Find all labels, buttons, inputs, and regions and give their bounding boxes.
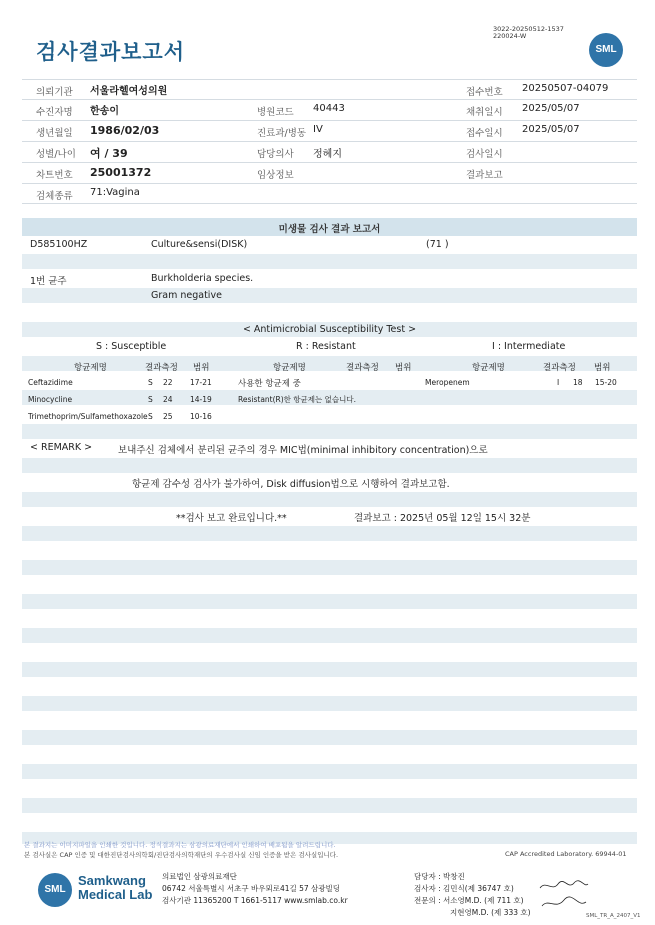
specimen-value: 71:Vagina <box>90 187 140 198</box>
drug-range: 14-19 <box>190 395 212 404</box>
footer-logo-icon <box>38 873 72 907</box>
remark-line-2: 항균제 감수성 검사가 불가하여, Disk diffusion법으로 시행하여 결과보고함. <box>132 479 450 490</box>
receiver-label: 수진자명 <box>36 107 73 118</box>
birth-value: 1986/02/03 <box>90 124 160 137</box>
row-band <box>22 526 637 541</box>
dept-value: IV <box>313 124 323 135</box>
divider <box>22 141 637 142</box>
col-range-1: 범위 <box>193 363 210 373</box>
staff-label: 담당자 : <box>414 872 441 881</box>
drug-name: Minocycline <box>28 395 73 404</box>
row-band <box>22 662 637 677</box>
address-line-2: 06742 서울특별시 서초구 바우뫼로41길 57 삼광빌딩 <box>162 884 341 893</box>
row-band <box>22 254 637 269</box>
specimen-label: 검체종류 <box>36 191 73 202</box>
doctor-label: 담당의사 <box>257 149 294 160</box>
row-band <box>22 560 637 575</box>
sex-age-label: 성별/나이 <box>36 149 76 160</box>
document-id-line2: 220024-W <box>493 32 527 40</box>
divider <box>22 120 637 121</box>
drug-range: 17-21 <box>190 378 212 387</box>
disclaimer-print: 본 결과지는 이미지파일을 인쇄한 것입니다. 정식결과지는 삼광의료재단에서 인쇄하여 배포됨을 알려드립니다. <box>24 841 336 849</box>
footer-brand <box>78 874 152 902</box>
brand-line-2: Medical Lab <box>78 887 153 902</box>
address-line-1: 의료법인 삼광의료재단 <box>162 872 237 881</box>
specialist-name-1: 서소영M.D. (제 711 호) <box>443 896 524 905</box>
divider <box>22 183 637 184</box>
row-band <box>22 424 637 439</box>
row-band <box>22 696 637 711</box>
report-timestamp: 결과보고 : 2025년 05월 12일 15시 32분 <box>354 513 531 524</box>
receiver-value: 한송이 <box>90 106 119 117</box>
row-band <box>22 458 637 473</box>
receipt-date-label: 접수일시 <box>466 128 503 139</box>
report-complete: **검사 보고 완료입니다.** <box>176 513 287 524</box>
divider <box>22 162 637 163</box>
col-range-3: 범위 <box>594 363 611 373</box>
gram-stain: Gram negative <box>151 290 222 301</box>
row-band <box>22 764 637 779</box>
legend-resistant: R : Resistant <box>296 341 356 352</box>
remark-line-1: 보내주신 검체에서 분리된 균주의 경우 MIC법(minimal inhibitory concentration)으로 <box>118 445 488 456</box>
test-code: D585100HZ <box>30 239 88 250</box>
divider <box>22 79 637 80</box>
specialist-name-2: 지현영M.D. (제 333 호) <box>450 908 531 917</box>
divider <box>22 203 637 204</box>
row-band <box>22 492 637 507</box>
drug-name: Meropenem <box>425 378 470 387</box>
drug-range: 15-20 <box>595 378 617 387</box>
drug-name: Trimethoprim/Sulfamethoxazole <box>28 412 148 421</box>
drug-value: 18 <box>573 378 583 387</box>
drug-value: 24 <box>163 395 173 404</box>
drug-range: 10-16 <box>190 412 212 421</box>
cap-accreditation: CAP Accredited Laboratory. 69944-01 <box>505 850 627 858</box>
organism-name: Burkholderia species. <box>151 273 254 284</box>
chart-value: 25001372 <box>90 166 152 179</box>
footer-staff <box>414 871 531 919</box>
section-title: 미생물 검사 결과 보고서 <box>278 224 381 235</box>
row-band <box>22 798 637 813</box>
drug-result: S <box>148 378 153 387</box>
col-drug-1: 항균제명 <box>74 363 107 373</box>
sex-age-value: 여 / 39 <box>90 147 128 160</box>
ward-code-label: 병원코드 <box>257 107 294 118</box>
drug-result: I <box>557 378 560 387</box>
row-band <box>22 288 637 303</box>
document-id <box>493 26 564 40</box>
form-code: SML_TR_A_2407_V1 <box>586 913 641 919</box>
drug-value: 25 <box>163 412 173 421</box>
receipt-no-label: 접수번호 <box>466 87 503 98</box>
col-result-3: 결과측정 <box>543 363 576 373</box>
col-result-2: 결과측정 <box>346 363 379 373</box>
divider <box>22 99 637 100</box>
clinical-label: 임상정보 <box>257 170 294 181</box>
disclaimer-cap: 본 검사실은 CAP 인증 및 대한진단검사의학회/진단검사의학재단의 우수검사실 신임 인증을 받은 검사실입니다. <box>24 851 339 859</box>
col-drug-3: 항균제명 <box>472 363 505 373</box>
drug-name: Ceftazidime <box>28 378 73 387</box>
test-number: (71 ) <box>426 239 449 250</box>
remark-label: < REMARK > <box>30 442 93 453</box>
tester-label: 검사자 : <box>414 884 441 893</box>
hospital-label: 의뢰기관 <box>36 87 73 98</box>
sml-logo: SML <box>589 33 623 67</box>
staff-name: 박창진 <box>443 872 465 881</box>
birth-label: 생년월일 <box>36 128 73 139</box>
hospital-value: 서울라헬여성의원 <box>90 86 168 97</box>
drug-result: S <box>148 395 153 404</box>
report-label: 결과보고 <box>466 170 503 181</box>
ast-title: < Antimicrobial Susceptibility Test > <box>242 324 417 335</box>
collect-date-value: 2025/05/07 <box>522 103 580 114</box>
page-title: 검사결과보고서 <box>36 40 186 64</box>
signature-icon <box>538 878 590 912</box>
ward-code-value: 40443 <box>313 103 345 114</box>
drug-result: S <box>148 412 153 421</box>
organism-label: 1번 균주 <box>30 276 67 287</box>
legend-susceptible: S : Susceptible <box>96 341 167 352</box>
footer-logo-text: SML <box>44 884 66 895</box>
document-id-line1: 3022-20250512-1537 <box>493 25 564 33</box>
row-band <box>22 628 637 643</box>
drug-value: 22 <box>163 378 173 387</box>
receipt-no-value: 20250507-04079 <box>522 83 609 94</box>
dept-label: 진료과/병동 <box>257 128 307 139</box>
receipt-date-value: 2025/05/07 <box>522 124 580 135</box>
collect-date-label: 채취일시 <box>466 107 503 118</box>
row-band <box>22 594 637 609</box>
test-date-label: 검사일시 <box>466 149 503 160</box>
resistance-note-1: 사용한 항균제 중 <box>238 379 301 389</box>
specialist-label: 전문의 : <box>414 896 441 905</box>
col-drug-2: 항균제명 <box>273 363 306 373</box>
col-result-1: 결과측정 <box>145 363 178 373</box>
legend-intermediate: I : Intermediate <box>492 341 566 352</box>
resistance-note-2: Resistant(R)한 항균제는 없습니다. <box>238 395 357 404</box>
row-band <box>22 730 637 745</box>
col-range-2: 범위 <box>395 363 412 373</box>
tester-name: 김민식(제 36747 호) <box>443 884 514 893</box>
footer-address <box>162 871 348 907</box>
doctor-value: 정혜지 <box>313 149 342 160</box>
address-line-3: 검사기관 11365200 T 1661-5117 www.smlab.co.kr <box>162 896 348 905</box>
chart-label: 차트번호 <box>36 170 73 181</box>
brand-line-1: Samkwang <box>78 873 146 888</box>
test-name: Culture&sensi(DISK) <box>151 239 248 250</box>
